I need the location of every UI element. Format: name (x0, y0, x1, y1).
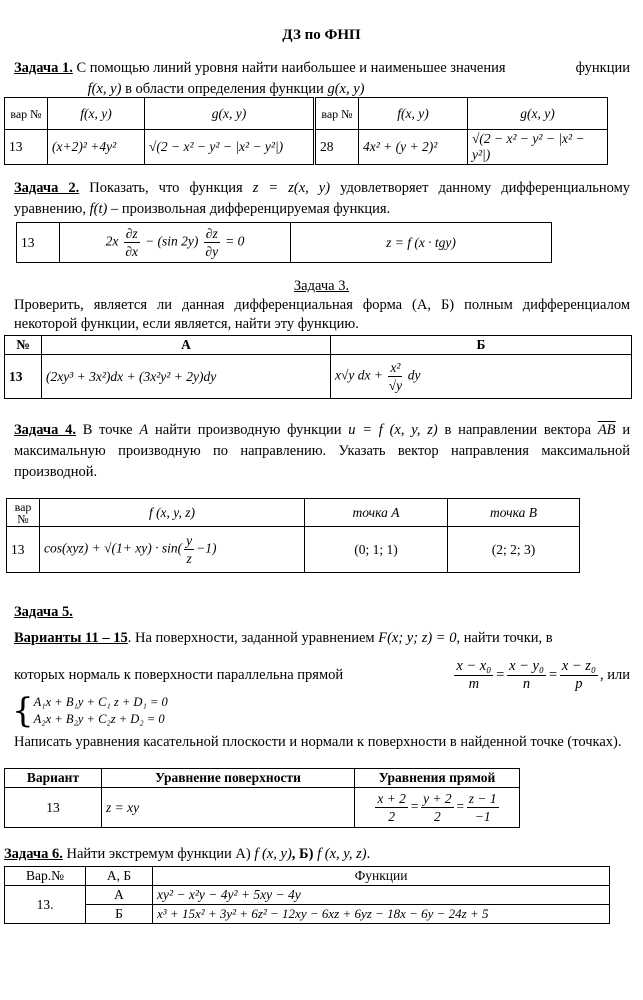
task1-line2: в области определения функции (125, 81, 324, 97)
t3-h1: А (42, 336, 331, 355)
task4-func: u = f (x, y, z) (348, 422, 438, 438)
t5-surface: z = xy (102, 788, 355, 828)
t4-point-a: (0; 1; 1) (305, 527, 448, 573)
t6-a-label: А (86, 886, 153, 905)
t1-h2: g(x, y) (145, 98, 315, 130)
task5-text-c: которых нормаль к поверхности параллельна прямой (14, 667, 344, 683)
task5-text-1 (14, 628, 630, 649)
task1-line1: С помощью линий уровня найти наибольшее и наименьшее значения (76, 60, 506, 76)
task6-text-b: , Б) (291, 846, 314, 862)
task2-table (16, 222, 552, 263)
t6-h0: Вар.№ (5, 867, 86, 886)
task6-text-a: Найти экстремум функции А) (66, 846, 251, 862)
t1-r0-c4: 4x² + (y + 2)² (359, 130, 468, 165)
task3-label: Задача 3. (293, 278, 350, 294)
t4-func-a: cos(xyz) + √(1+ xy) · sin( (44, 540, 183, 556)
t6-h1: А, Б (86, 867, 153, 886)
task4-label: Задача 4. (14, 422, 76, 438)
t4-h3: точка B (448, 499, 580, 527)
task2-ft: f(t) (89, 201, 108, 217)
task6-fb: f (x, y, z) (317, 846, 367, 862)
task1-text (14, 58, 630, 100)
task4-text-b: найти производную функции (155, 422, 342, 438)
t1-h1: f(x, y) (48, 98, 145, 130)
task2-text-b: удовлетворяет данному дифференциальному уравнению, (14, 180, 631, 217)
t1-r0-c2: √(2 − x² − y² − |x² − y²|) (145, 130, 315, 165)
task5-surface: F(x; y; z) = 0 (378, 630, 457, 646)
t1-h5: g(x, y) (468, 98, 608, 130)
task5-text-b: , найти точки, в (456, 630, 553, 646)
task4-text (14, 420, 630, 483)
t1-h3: вар № (315, 98, 359, 130)
task6-text (4, 846, 370, 863)
task5-variants: Варианты 11 – 15 (14, 630, 128, 646)
t1-r0-c1: (x+2)² +4y² (48, 130, 145, 165)
t3-b-right: dy (407, 367, 421, 383)
t4-func-b: −1) (196, 540, 217, 556)
task5-table (4, 768, 520, 828)
t5-num: 13 (5, 788, 102, 828)
t4-func (40, 527, 305, 573)
task2-func: z = z(x, y) (252, 180, 331, 196)
task4-text-d: и максимальную производную по направлению. Указать вектор направления максимальной производной. (14, 422, 631, 480)
task3-table (4, 335, 632, 399)
task5-text-a: . На поверхности, заданной уравнением (127, 630, 375, 646)
task4-text-a: В точке (82, 422, 133, 438)
t2-num: 13 (17, 223, 60, 263)
t2-equation (60, 223, 291, 263)
t1-r0-c3: 28 (315, 130, 359, 165)
task3-text: Проверить, является ли данная дифференциальная форма (А, Б) полным дифференциалом некоторой функции, если является, найти эту функцию. (14, 297, 630, 332)
task5-system: { A₁x + B₁y + C₁ z + D₁ = 0 A₂x + B₂y + C₂z + D₂ = 0 (12, 691, 168, 731)
t6-a-func: xy² − x²y − 4y² + 5xy − 4y (153, 886, 610, 905)
task4-vector: $\overline{AB}$ (597, 422, 616, 438)
t2-eq-left: 2x (105, 233, 119, 249)
t2-eq-mid: − (sin 2y) (145, 233, 199, 249)
t1-h0: вар № (5, 98, 48, 130)
t3-a: (2xy³ + 3x²)dx + (3x²y² + 2y)dy (42, 355, 331, 399)
t5-h2: Уравнения прямой (355, 769, 520, 788)
task5-text-d: Написать уравнения касательной плоскости и нормали к поверхности в найденной точке (точках). (14, 734, 622, 750)
t4-num: 13 (7, 527, 40, 573)
t5-line: $\frac{x + 2}{2}$ = $\frac{y + 2}{2}$ = $\frac{z - 1}{-1}$ (355, 788, 520, 828)
task5-sys2: A₂x + B₂y + C₂z + D₂ = 0 (33, 712, 165, 726)
t6-b-func: x³ + 15x² + 3y² + 6z² − 12xy − 6xz + 6yz − 18x − 6y − 24z + 5 (153, 905, 610, 924)
t3-h2: Б (331, 336, 632, 355)
t6-num: 13. (5, 886, 86, 924)
t1-h4: f(x, y) (359, 98, 468, 130)
task6-text-end: . (366, 846, 371, 862)
task1-g-xy: g(x, y) (327, 81, 365, 97)
t2-frac1: $\frac{\partial z}{\partial x}$ (125, 226, 139, 259)
t1-r0-c0: 13 (5, 130, 48, 165)
t4-frac: $\frac{y}{z}$ (186, 533, 193, 566)
t4-h1: f (x, y, z) (40, 499, 305, 527)
t2-solution: z = f (x · tgy) (291, 223, 552, 263)
task2-text (14, 178, 630, 220)
t6-b-label: Б (86, 905, 153, 924)
task1-table (4, 97, 608, 165)
t4-h0: вар № (7, 499, 40, 527)
task4-text-c: в направлении вектора (444, 422, 592, 438)
t3-b (331, 355, 632, 399)
task5-text-2 (14, 658, 630, 693)
t5-h0: Вариант (5, 769, 102, 788)
task5-label: Задача 5. (14, 604, 73, 620)
task4-point-a: A (139, 422, 149, 438)
t1-r0-c5: √(2 − x² − y² − |x² − y²|) (468, 130, 608, 165)
task5-sys1: A₁x + B₁y + C₁ z + D₁ = 0 (33, 695, 168, 709)
task1-word-end: функции (575, 60, 630, 76)
t2-eq-right: = 0 (225, 233, 245, 249)
task4-table (6, 498, 580, 573)
task1-label: Задача 1. (14, 60, 73, 76)
t4-point-b: (2; 2; 3) (448, 527, 580, 573)
task5-line-eq: $\frac{\text{x − x₀}}{m}$ = $\frac{\text{x − y₀}}{n}$ = $\frac{\text{x − z₀}}{p}$ , или (456, 658, 630, 692)
t2-frac2: $\frac{\partial z}{\partial y}$ (205, 226, 219, 259)
t6-h2: Функции (153, 867, 610, 886)
task1-f-xy: f(x, y) (87, 81, 122, 97)
task2-text-a: Показать, что функция (89, 180, 243, 196)
t3-num: 13 (5, 355, 42, 399)
task2-label: Задача 2. (14, 180, 80, 196)
task2-text-c: – произвольная дифференцируемая функция. (110, 201, 391, 217)
page-title: ДЗ по ФНП (282, 27, 361, 43)
t5-h1: Уравнение поверхности (102, 769, 355, 788)
task6-table (4, 866, 610, 924)
t3-h0: № (5, 336, 42, 355)
task6-label: Задача 6. (4, 846, 63, 862)
t3-b-left: x√y dx + (335, 367, 383, 383)
t3-b-frac: $\frac{\text{x²}}{√y}$ (388, 360, 403, 393)
task6-fa: f (x, y) (254, 846, 292, 862)
t4-h2: точка A (305, 499, 448, 527)
